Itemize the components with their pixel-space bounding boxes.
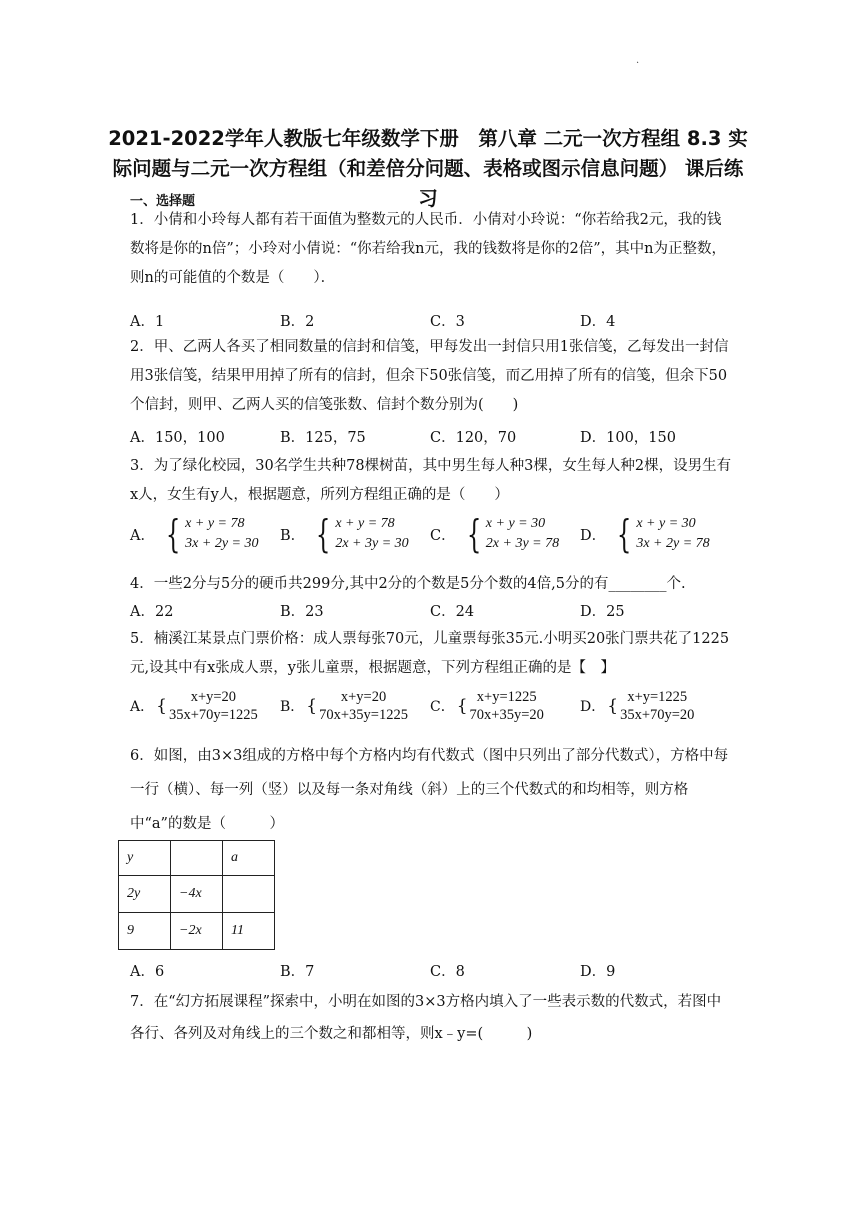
- equation-2: 2x + 3y = 30: [335, 536, 409, 551]
- option-b: B．7: [280, 964, 315, 980]
- option-d: [580, 688, 694, 724]
- option-a: A．150，100: [130, 430, 225, 446]
- option-c: C．120，70: [430, 430, 517, 446]
- question-4-text: 4．一些2分与5分的硬币共299分,其中2分的个数是5分个数的4倍,5分的有________个.: [130, 576, 686, 592]
- question-5-text: 5．楠溪江某景点门票价格：成人票每张70元，儿童票每张35元.小明买20张门票共花了1225元,设其中有x张成人票，y张儿童票，根据题意，下列方程组正确的是【 】: [130, 631, 730, 676]
- equation-1: x + y = 78: [335, 516, 395, 531]
- magic-square-grid: [118, 840, 275, 950]
- option-c: [430, 514, 559, 554]
- document-title: 2021-2022学年人教版七年级数学下册 第八章 二元一次方程组 8.3 实际问题与二元一次方程组（和差倍分问题、表格或图示信息问题） 课后练习: [108, 127, 748, 210]
- grid-row: [119, 876, 275, 913]
- grid-row: [119, 913, 275, 950]
- equation-1: x+y=1225: [627, 689, 688, 705]
- brace-icon: {: [616, 512, 632, 556]
- equation-1: x + y = 30: [485, 516, 546, 531]
- question-2-text: 2．甲、乙两人各买了相同数量的信封和信笺，甲每发出一封信只用1张信笺，乙每发出一封信用3张信笺，结果甲用掉了所有的信封，但余下50张信笺，而乙用掉了所有的信笺，但余下50个信封，则甲、乙两人买的信笺张数、信封个数分别为( ): [130, 339, 729, 413]
- option-label: D．: [580, 699, 606, 715]
- option-c: C．24: [430, 604, 475, 620]
- grid-cell: [171, 841, 223, 876]
- question-3-text: 3．为了绿化校园，30名学生共种78棵树苗，其中男生每人种3棵，女生每人种2棵，设男生有x人，女生有y人，根据题意，所列方程组正确的是（ ）: [130, 458, 732, 503]
- question-7-text: 7．在“幻方拓展课程”探索中，小明在如图的3×3方格内填入了一些表示数的代数式，若图中各行、各列及对角线上的三个数之和都相等，则x﹣y=( ): [130, 994, 722, 1042]
- question-3-options: [130, 514, 740, 558]
- grid-cell: 11: [223, 913, 275, 950]
- section-heading: 一、选择题: [130, 194, 196, 209]
- brace-icon: {: [456, 696, 468, 716]
- grid-cell: 2y: [119, 876, 171, 913]
- option-b: B．23: [280, 604, 324, 620]
- grid-cell: 9: [119, 913, 171, 950]
- brace-icon: {: [466, 512, 481, 556]
- option-d: [580, 514, 710, 554]
- option-label: B．: [280, 699, 305, 715]
- grid-cell: a: [223, 841, 275, 876]
- option-d: D．4: [580, 314, 616, 330]
- option-label: A．: [130, 699, 155, 715]
- equation-1: x+y=1225: [476, 689, 537, 705]
- equation-2: 70x+35y=20: [469, 707, 544, 723]
- option-d: D．25: [580, 604, 625, 620]
- option-label: D．: [580, 527, 607, 544]
- question-1-options: [130, 310, 740, 332]
- option-c: C．8: [430, 964, 465, 980]
- equation-2: 35x+70y=20: [620, 707, 695, 723]
- brace-icon: {: [156, 696, 167, 716]
- option-a: A．6: [130, 964, 165, 980]
- page-dot: ·: [636, 58, 640, 69]
- brace-icon: {: [607, 696, 619, 716]
- grid-row: [119, 841, 275, 876]
- option-c: C．3: [430, 314, 465, 330]
- option-a: A．22: [130, 604, 174, 620]
- option-a: [130, 514, 259, 554]
- equation-1: x + y = 78: [185, 516, 245, 531]
- brace-icon: {: [165, 512, 181, 556]
- grid-cell: −4x: [171, 876, 223, 913]
- equation-2: 3x + 2y = 78: [636, 536, 710, 551]
- option-a: A．1: [130, 314, 165, 330]
- option-b: [280, 688, 408, 724]
- option-label: B．: [280, 527, 306, 544]
- question-1-text: 1．小倩和小玲每人都有若干面值为整数元的人民币．小倩对小玲说：“你若给我2元，我的钱数将是你的n倍”；小玲对小倩说：“你若给我n元，我的钱数将是你的2倍”，其中n为正整数，则n的可能值的个数是（ ）．: [130, 212, 726, 286]
- equation-1: x+y=20: [340, 689, 387, 705]
- question-4-options: [130, 600, 740, 622]
- option-b: B．2: [280, 314, 315, 330]
- option-label: A．: [130, 527, 155, 544]
- option-b: B．125，75: [280, 430, 366, 446]
- brace-icon: {: [306, 696, 318, 716]
- question-6-options: [130, 960, 740, 982]
- question-2-options: [130, 426, 740, 448]
- option-c: [430, 688, 544, 724]
- grid-cell: [223, 876, 275, 913]
- question-5-options: [130, 688, 740, 728]
- option-label: C．: [430, 699, 455, 715]
- question-6-text: 6．如图，由3×3组成的方格中每个方格内均有代数式（图中只列出了部分代数式），方格中每一行（横）、每一列（竖）以及每一条对角线（斜）上的三个代数式的和均相等，则方格中“a”的数是（ ）: [130, 748, 729, 832]
- equation-2: 70x+35y=1225: [319, 707, 408, 723]
- option-d: D．100，150: [580, 430, 676, 446]
- equation-2: 3x + 2y = 30: [185, 536, 259, 551]
- option-a: [130, 688, 258, 724]
- brace-icon: {: [315, 512, 331, 556]
- option-b: [280, 514, 409, 554]
- option-d: D．9: [580, 964, 616, 980]
- equation-1: x+y=20: [190, 689, 237, 705]
- equation-1: x + y = 30: [636, 516, 696, 531]
- equation-2: 2x + 3y = 78: [485, 536, 560, 551]
- grid-cell: −2x: [171, 913, 223, 950]
- equation-2: 35x+70y=1225: [168, 707, 258, 723]
- grid-cell: y: [119, 841, 171, 876]
- option-label: C．: [430, 527, 456, 544]
